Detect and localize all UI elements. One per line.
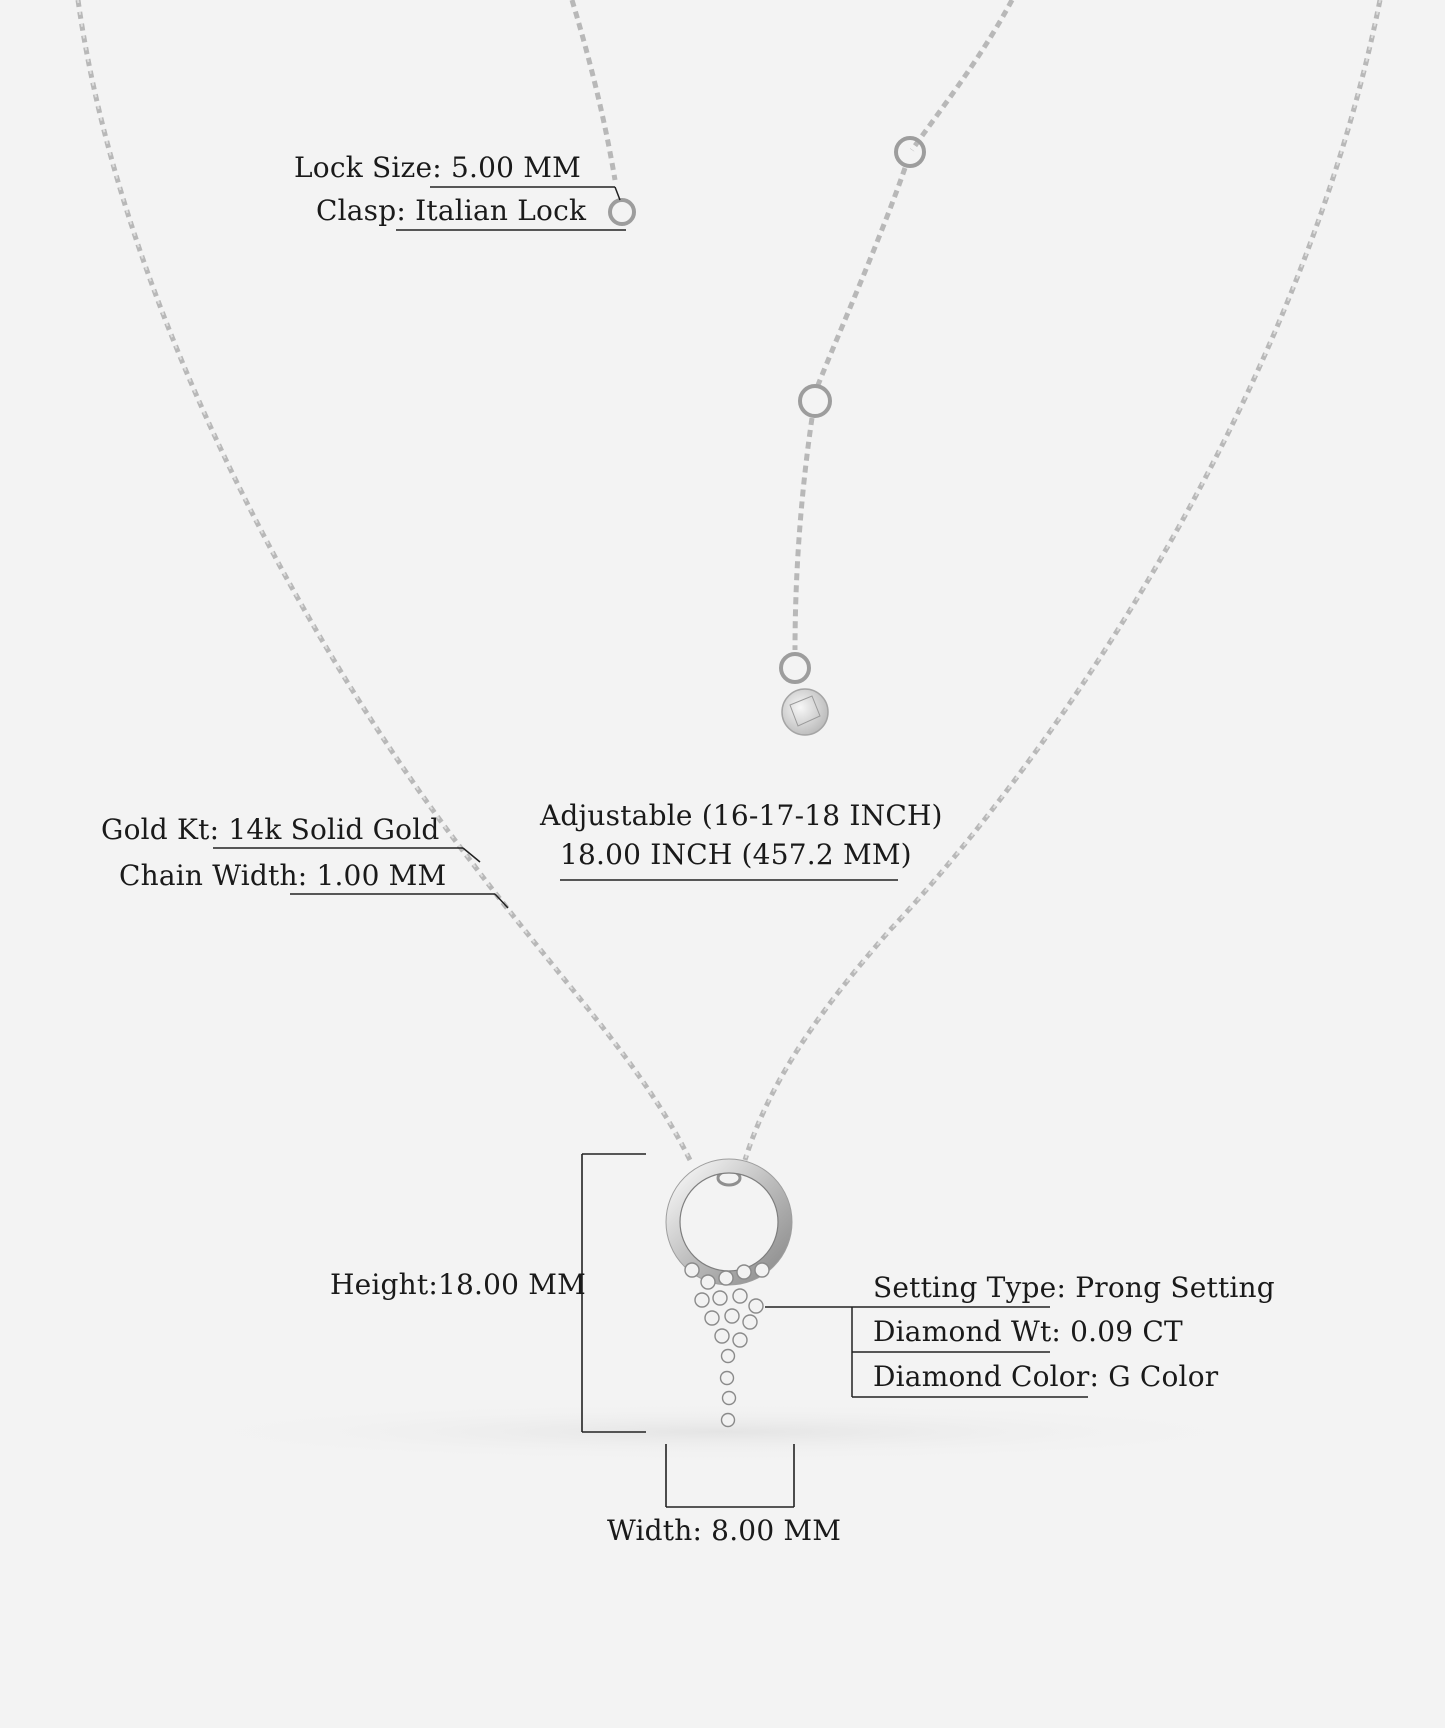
diamond-color-key: Diamond Color: bbox=[873, 1360, 1109, 1393]
diamond-wt-label bbox=[873, 1315, 1183, 1349]
clasp-value: Italian Lock bbox=[415, 194, 587, 227]
floor-shadow bbox=[160, 1402, 1280, 1462]
height-bracket bbox=[582, 1154, 646, 1432]
extender-ring bbox=[781, 654, 809, 682]
chain-extender-top bbox=[912, 0, 1012, 150]
lock-size-label bbox=[294, 151, 581, 185]
gold-kt-value: 14k Solid Gold bbox=[228, 813, 440, 846]
gold-kt-label bbox=[101, 813, 440, 847]
chain-extender bbox=[795, 418, 812, 650]
diamond-color-value: G Color bbox=[1108, 1360, 1219, 1393]
chain-width-value: 1.00 MM bbox=[316, 859, 447, 892]
length-adjustable: Adjustable (16-17-18 INCH) bbox=[540, 799, 943, 832]
clasp-ring bbox=[610, 200, 634, 224]
chain-extender bbox=[818, 168, 905, 385]
lock-size-value: 5.00 MM bbox=[451, 151, 581, 184]
diamond-color-label bbox=[873, 1360, 1218, 1394]
chain-right bbox=[745, 0, 1380, 1160]
length-total: 18.00 INCH (457.2 MM) bbox=[560, 838, 912, 871]
width-label: Width: 8.00 MM bbox=[607, 1514, 842, 1547]
setting-type-value: Prong Setting bbox=[1075, 1271, 1275, 1304]
setting-type-key: Setting Type: bbox=[873, 1271, 1076, 1304]
pendant-ring bbox=[673, 1166, 785, 1278]
tag-disc bbox=[782, 689, 828, 735]
setting-type-label bbox=[873, 1271, 1275, 1305]
diamond-wt-key: Diamond Wt: bbox=[873, 1315, 1071, 1348]
chain-width-key: Chain Width: bbox=[119, 859, 317, 892]
diamond-wt-value: 0.09 CT bbox=[1070, 1315, 1183, 1348]
clasp-key: Clasp: bbox=[316, 194, 416, 227]
extender-ring bbox=[800, 386, 830, 416]
clasp-label bbox=[316, 194, 586, 228]
lock-size-key: Lock Size: bbox=[294, 151, 451, 184]
diamond-cluster bbox=[685, 1263, 769, 1427]
chain-width-label bbox=[119, 859, 446, 893]
gold-kt-key: Gold Kt: bbox=[101, 813, 229, 846]
extender-ring bbox=[896, 138, 924, 166]
height-label: Height:18.00 MM bbox=[330, 1268, 586, 1301]
